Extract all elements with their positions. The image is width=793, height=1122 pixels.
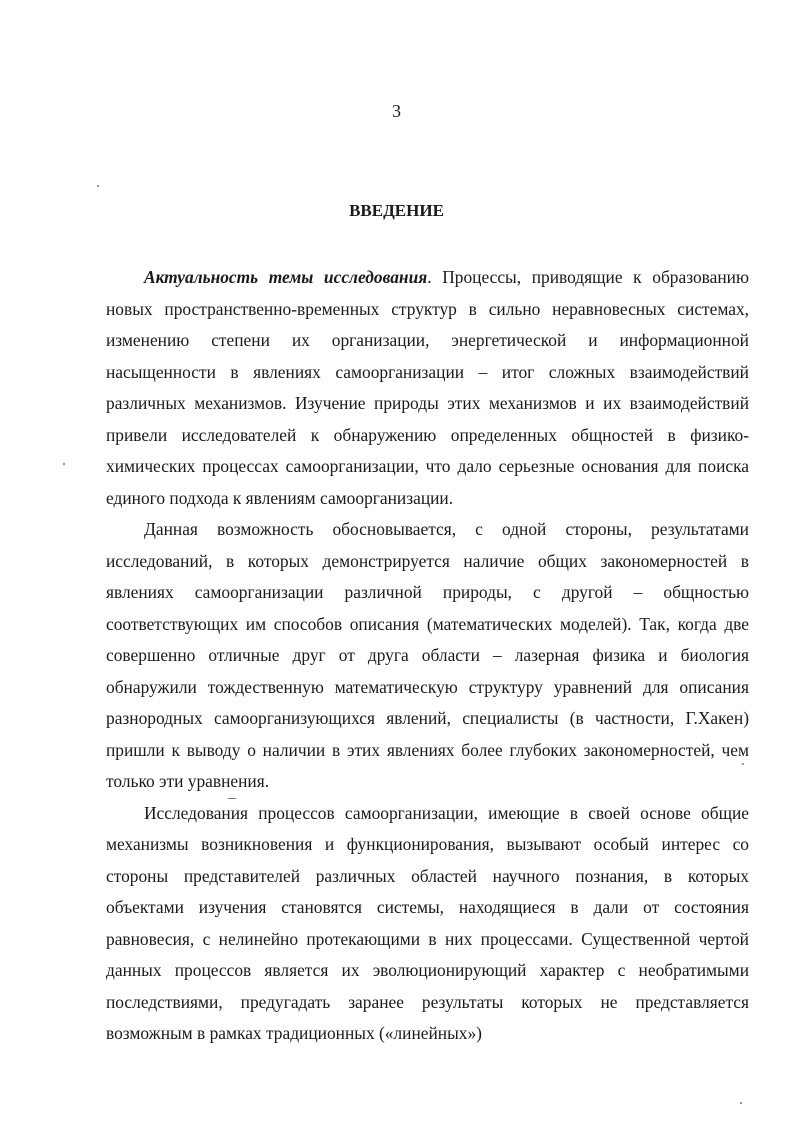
- scan-speck: [97, 185, 99, 187]
- scan-speck: [742, 763, 744, 765]
- page-number: 3: [392, 101, 401, 121]
- paragraph-lead: Актуальность темы исследования: [144, 267, 428, 287]
- paragraph-lead-punct: .: [427, 267, 432, 287]
- scan-speck: [228, 798, 236, 799]
- paragraph-text: Данная возможность обосновывается, с одной стороны, результатами исследований, в которых демонстрируется наличие общих закономерностей в явлениях самоорганизации различной природы, с другой – общностью соответствующих им способов описания (математических моделей). Так, когда две совершенно отличные друг от друга области – лазерная физика и биология обнаружили тождественную математическую структуру уравнений для описания разнородных самоорганизующихся явлений, специалисты (в частности, Г.Хакен) пришли к выводу о наличии в этих явлениях более глубоких закономерностей, чем только эти уравнения.: [106, 519, 749, 791]
- scan-speck: [740, 1102, 742, 1104]
- paragraph-research: [106, 798, 749, 1050]
- paragraph-text: Процессы, приводящие к образованию новых пространственно-временных структур в сильно неравновесных системах, изменению степени их организации, энергетической и информационной насыщенности в явлениях самоорганизации – итог сложных взаимодействий различных механизмов. Изучение природы этих механизмов и их взаимодействий привели исследователей к обнаружению определенных общностей в физико-химических процессах самоорганизации, что дало серьезные основания для поиска единого подхода к явлениям самоорганизации.: [106, 267, 749, 508]
- paragraph-text: Исследования процессов самоорганизации, имеющие в своей основе общие механизмы возникновения и функционирования, вызывают особый интерес со стороны представителей различных областей научного познания, в которых объектами изучения становятся системы, находящиеся в дали от состояния равновесия, с нелинейно протекающими в них процессами. Существенной чертой данных процессов является их эволюционирующий характер с необратимыми последствиями, предугадать заранее результаты которых не представляется возможным в рамках традиционных («линейных»): [106, 802, 749, 1043]
- section-title: ВВЕДЕНИЕ: [349, 201, 444, 220]
- body-text: [106, 262, 749, 1050]
- paragraph-relevance: [106, 262, 749, 514]
- scan-speck: [63, 463, 65, 465]
- paragraph-possibility: [106, 514, 749, 798]
